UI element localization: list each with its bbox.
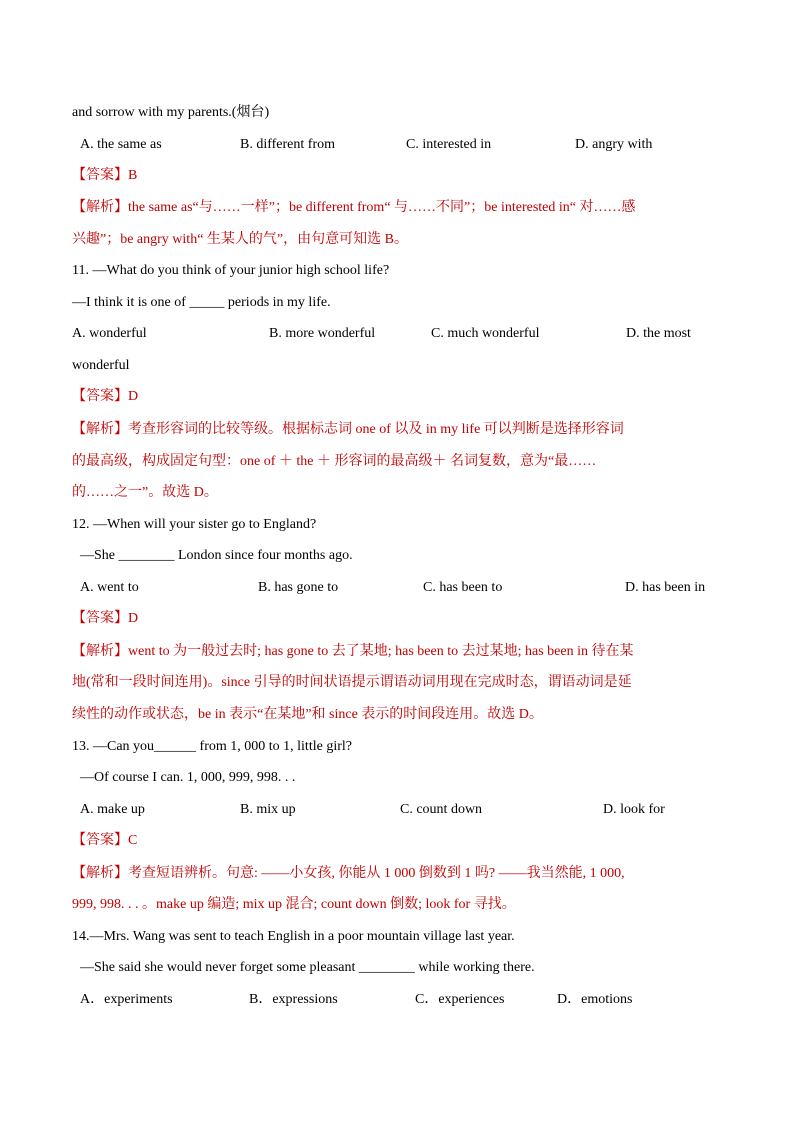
q12-explanation-line-3: 续性的动作或状态，be in 表示“在某地”和 since 表示的时间段连用。故选 D。 xyxy=(72,707,543,722)
q11-option-c: C. much wonderful xyxy=(431,326,540,341)
q10-explanation-line-2: 兴趣”；be angry with“ 生某人的气”，由句意可知选 B。 xyxy=(72,232,408,247)
answer-value: D xyxy=(128,389,139,404)
q11-answer xyxy=(72,387,138,407)
explanation-tag: 【解析】 xyxy=(72,422,128,437)
q10-explanation-line-1: 【解析】the same as“与……一样”；be different from“ 与……不同”；be interested in“ 对……感 xyxy=(72,200,636,215)
q12-explanation-line-1: 【解析】went to 为一般过去时; has gone to 去了某地; has been to 去过某地; has been in 待在某 xyxy=(72,644,634,659)
q11-explanation-line-3: 的……之一”。故选 D。 xyxy=(72,485,218,500)
q12-answer xyxy=(72,609,138,629)
q12-explanation-line-2: 地(常和一段时间连用)。since 引导的时间状语提示谓语动词用现在完成时态，谓语动词是延 xyxy=(72,675,632,690)
q12-option-c: C. has been to xyxy=(423,580,503,595)
q14-option-b: B．expressions xyxy=(249,992,338,1007)
explanation-tag: 【解析】 xyxy=(72,866,128,881)
q10-answer xyxy=(72,166,137,186)
answer-tag: 【答案】 xyxy=(72,833,128,848)
q10-continuation: and sorrow with my parents.(烟台) xyxy=(72,105,270,120)
q11-option-d: D. the most xyxy=(626,326,691,341)
q11-explanation-line-1: 【解析】考查形容词的比较等级。根据标志词 one of 以及 in my life 可以判断是选择形容词 xyxy=(72,422,624,437)
q13-option-d: D. look for xyxy=(603,802,665,817)
q13-explanation-line-1: 【解析】考查短语辨析。句意: ——小女孩, 你能从 1 000 倒数到 1 吗? ——我当然能, 1 000, xyxy=(72,866,625,881)
q10-option-a: A. the same as xyxy=(80,137,162,152)
q11-question-line-1: 11. —What do you think of your junior high school life? xyxy=(72,263,390,278)
q13-question-line-2: —Of course I can. 1, 000, 999, 998. . . xyxy=(80,770,296,785)
q13-question-line-1: 13. —Can you______ from 1, 000 to 1, little girl? xyxy=(72,739,352,754)
q13-option-a: A. make up xyxy=(80,802,145,817)
q14-option-a: A．experiments xyxy=(80,992,173,1007)
q12-option-b: B. has gone to xyxy=(258,580,339,595)
q13-option-b: B. mix up xyxy=(240,802,296,817)
q12-question-line-1: 12. —When will your sister go to England? xyxy=(72,517,317,532)
q11-option-d-wrap: wonderful xyxy=(72,358,130,373)
answer-value: D xyxy=(128,611,139,626)
q14-question-line-1: 14.—Mrs. Wang was sent to teach English in a poor mountain village last year. xyxy=(72,929,515,944)
explanation-tag: 【解析】 xyxy=(72,644,128,659)
q14-option-d: D．emotions xyxy=(557,992,633,1007)
q10-option-b: B. different from xyxy=(240,137,335,152)
q11-explanation-line-2: 的最高级，构成固定句型：one of ＋ the ＋ 形容词的最高级＋ 名词复数，意为“最…… xyxy=(72,454,597,469)
q12-option-d: D. has been in xyxy=(625,580,706,595)
answer-tag: 【答案】 xyxy=(72,168,128,183)
q13-answer xyxy=(72,831,137,851)
q13-explanation-line-2: 999, 998. . . 。make up 编造; mix up 混合; count down 倒数; look for 寻找。 xyxy=(72,897,516,912)
answer-tag: 【答案】 xyxy=(72,389,128,404)
q11-option-b: B. more wonderful xyxy=(269,326,376,341)
q10-option-c: C. interested in xyxy=(406,137,492,152)
answer-value: C xyxy=(128,833,138,848)
explanation-tag: 【解析】 xyxy=(72,200,128,215)
q11-question-line-2: —I think it is one of _____ periods in my life. xyxy=(72,295,331,310)
q14-question-line-2: —She said she would never forget some pleasant ________ while working there. xyxy=(80,960,535,975)
q12-question-line-2: —She ________ London since four months ago. xyxy=(80,548,353,563)
q11-option-a: A. wonderful xyxy=(72,326,147,341)
answer-value: B xyxy=(128,168,138,183)
answer-tag: 【答案】 xyxy=(72,611,128,626)
q14-option-c: C．experiences xyxy=(415,992,505,1007)
q10-option-d: D. angry with xyxy=(575,137,653,152)
q13-option-c: C. count down xyxy=(400,802,483,817)
q12-option-a: A. went to xyxy=(80,580,139,595)
